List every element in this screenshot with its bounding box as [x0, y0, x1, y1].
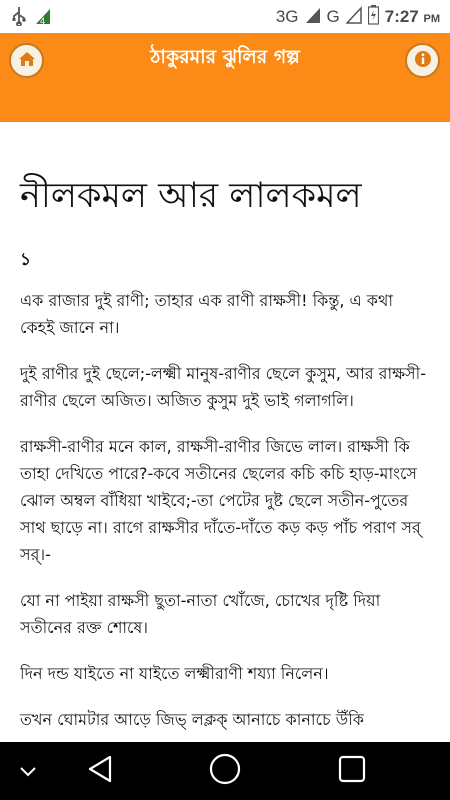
status-left — [12, 6, 52, 30]
app-title: ঠাকুরমার ঝুলির গল্প — [150, 46, 300, 68]
signal-icon — [305, 6, 321, 28]
story-paragraph: যো না পাইয়া রাক্ষসী ছুতা-নাতা খোঁজে, চোখের দৃষ্টি দিয়া সতীনের রক্ত শোষে। — [20, 591, 381, 637]
info-icon — [414, 50, 432, 72]
home-icon — [18, 50, 36, 72]
story-paragraph: এক রাজার দুই রাণী; তাহার এক রাণী রাক্ষসী! কিন্তু, এ কথা কেহই জানে না। — [20, 291, 393, 337]
info-button[interactable] — [405, 43, 440, 78]
network2-label: G — [326, 7, 340, 26]
story-paragraph: তখন ঘোমটার আড়ে জিভ্ লক্লক্ আনাচে কানাচে উঁকি — [20, 710, 364, 729]
story-title: নীলকমল আর লালকমল — [20, 176, 362, 216]
home-circle-icon — [209, 753, 241, 789]
recents-button[interactable] — [327, 742, 377, 800]
chevron-down-icon — [20, 762, 36, 781]
story-paragraph: রাক্ষসী-রাণীর মনে কাল, রাক্ষসী-রাণীর জিভে লাল। রাক্ষসী কি তাহা দেখিতে পারে?-কবে সতীনের ছেলের কচি কচি হাড়-মাংসে ঝোল অম্বল বাঁধিয়া খাইবে;-তা পেটের দুষ্ট ছেলে সতীন-পুতের সাথ ছাড়ে না। রাগে রাক্ষসীর দাঁতে-দাঁতে কড় কড় পাঁচ পরাণ সর্ সর্।- — [20, 437, 421, 564]
hide-keyboard-button[interactable] — [0, 742, 55, 800]
home-nav-button[interactable] — [200, 742, 250, 800]
status-bar — [0, 0, 450, 33]
story-paragraphs — [20, 287, 432, 742]
recents-square-icon — [338, 755, 366, 787]
data-sync-icon — [34, 6, 52, 30]
battery-icon — [368, 5, 379, 29]
status-right — [276, 5, 440, 29]
back-triangle-icon — [87, 755, 113, 787]
app-bar — [0, 33, 450, 122]
clock-time: 7:27 — [384, 7, 419, 26]
story-paragraph: দুই রাণীর দুই ছেলে;-লক্ষ্মী মানুষ-রাণীর ছেলে কুসুম, আর রাক্ষসী-রাণীর ছেলে অজিত। অজিত কুসুম দুই ভাই গলাগলি। — [20, 364, 426, 410]
chapter-number: ১ — [20, 250, 32, 270]
back-button[interactable] — [75, 742, 125, 800]
story-paragraph: দিন দন্ড যাইতে না যাইতে লক্ষ্মীরাণী শয্যা নিলেন। — [20, 664, 329, 683]
svg-text:4: 4 — [40, 16, 46, 26]
story-content[interactable] — [0, 122, 450, 742]
navigation-bar — [0, 742, 450, 800]
usb-icon — [12, 6, 26, 30]
signal2-icon — [346, 6, 362, 28]
network-label: 3G — [275, 7, 299, 26]
clock-suffix: PM — [423, 13, 440, 25]
home-button[interactable] — [9, 43, 44, 78]
clock — [385, 7, 440, 27]
